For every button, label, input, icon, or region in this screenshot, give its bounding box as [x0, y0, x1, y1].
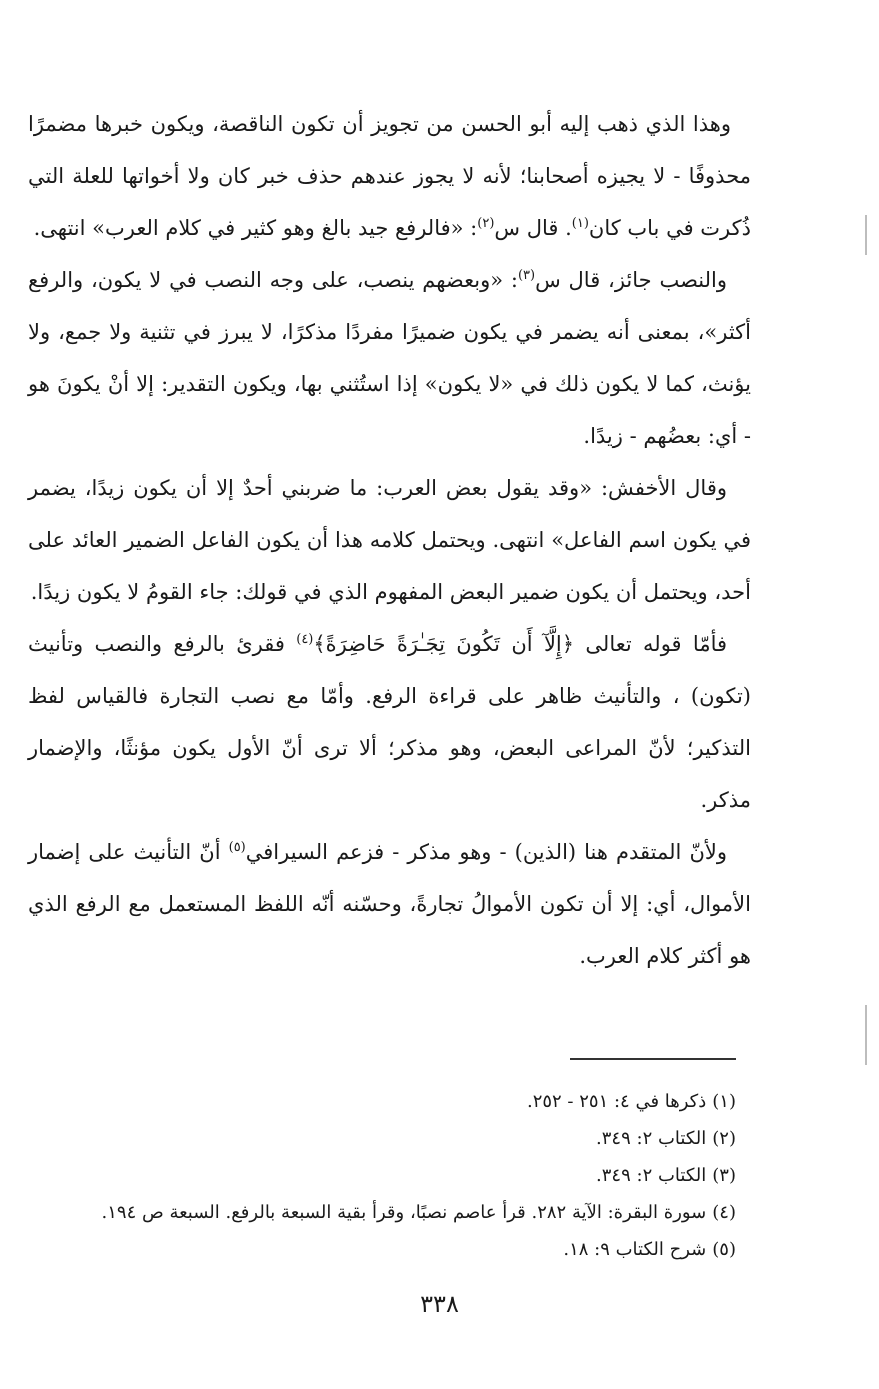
- footnote-divider: [570, 1058, 736, 1060]
- footnote-reference: (٤): [296, 632, 314, 647]
- footnote: [30, 1194, 736, 1231]
- paragraph-text: وهذا الذي ذهب إليه أبو الحسن من تجويز أن تكون الناقصة، ويكون خبرها مضمرًا محذوفًا - لا يجيزه أصحابنا؛ لأنه لا يجوز عندهم حذف خبر كان ولا أخواتها للعلة التي ذُكرت في باب كان: [28, 112, 751, 240]
- paragraph: [28, 98, 751, 254]
- scan-edge-mark: [865, 215, 867, 255]
- footnote-text: ذكرها في ٤: ٢٥١ - ٢٥٢.: [526, 1091, 707, 1112]
- footnote: [30, 1231, 736, 1268]
- main-text: [28, 98, 751, 982]
- footnote: [30, 1120, 736, 1157]
- paragraph-text: فقرئ بالرفع والنصب وتأنيث (تكون) ، والتأنيث ظاهر على قراءة الرفع. وأمّا مع نصب التجارة فالقياس لفظ التذكير؛ لأنّ المراعى البعض، وهو مذكر؛ ألا ترى أنّ الأول يكون مؤنثًا، والإضمار مذكر.: [28, 632, 751, 812]
- footnote-reference: (١): [571, 216, 589, 231]
- footnote-reference: (٣): [517, 268, 536, 283]
- scan-edge-mark: [865, 1005, 867, 1065]
- footnotes: [30, 1083, 736, 1268]
- footnote-number: (٥): [712, 1239, 736, 1260]
- footnote-number: (٢): [712, 1128, 736, 1149]
- paragraph-text: أنّ التأنيث على إضمار الأموال، أي: إلا أن تكون الأموالُ تجارةً، وحسّنه أنّه اللفظ المستعمل مع الرفع الذي هو أكثر كلام العرب.: [28, 840, 751, 968]
- footnote: [30, 1157, 736, 1194]
- footnote-text: الكتاب ٢: ٣٤٩.: [596, 1165, 707, 1186]
- paragraph-text: فأمّا قوله تعالى ﴿إِلَّآ أَن تَكُونَ تِجَـٰرَةً حَاضِرَةً﴾: [313, 632, 728, 656]
- paragraph-text: : «فالرفع جيد بالغ وهو كثير في كلام العرب» انتهى.: [33, 216, 478, 240]
- paragraph-text: . قال س: [494, 216, 572, 240]
- paragraph-text: وقال الأخفش: «وقد يقول بعض العرب: ما ضربني أحدٌ إلا أن يكون زيدًا، يضمر في يكون اسم الفاعل» انتهى. ويحتمل كلامه هذا أن يكون الفاعل الضمير العائد على أحد، ويحتمل أن يكون ضمير البعض المفهوم الذي في قولك: جاء القومُ لا يكون زيدًا.: [28, 476, 751, 604]
- paragraph-text: والنصب جائز، قال س: [535, 268, 727, 292]
- footnote-text: سورة البقرة: الآية ٢٨٢. قرأ عاصم نصبًا، وقرأ بقية السبعة بالرفع. السبعة ص ١٩٤.: [101, 1202, 707, 1223]
- page-number: ٣٣٨: [420, 1290, 459, 1318]
- footnote-number: (٤): [712, 1202, 736, 1223]
- footnote-number: (٣): [712, 1165, 736, 1186]
- paragraph: [28, 462, 751, 618]
- paragraph: [28, 826, 751, 982]
- footnote-reference: (٢): [477, 216, 495, 231]
- paragraph: [28, 254, 751, 462]
- paragraph: [28, 618, 751, 826]
- footnote-text: شرح الكتاب ٩: ١٨.: [563, 1239, 707, 1260]
- footnote-reference: (٥): [228, 840, 246, 855]
- footnote: [30, 1083, 736, 1120]
- paragraph-text: : «وبعضهم ينصب، على وجه النصب في لا يكون، والرفع أكثر»، بمعنى أنه يضمر في يكون ضميرًا مفردًا مذكرًا، لا يبرز في تثنية ولا جمع، ولا يؤنث، كما لا يكون ذلك في «لا يكون» إذا استُثني بها، ويكون التقدير: إلا أنْ يكونَ هو - أي: بعضُهم - زيدًا.: [28, 268, 751, 448]
- footnote-number: (١): [712, 1091, 736, 1112]
- footnote-text: الكتاب ٢: ٣٤٩.: [596, 1128, 707, 1149]
- paragraph-text: ولأنّ المتقدم هنا (الذين) - وهو مذكر - فزعم السيرافي: [245, 840, 727, 864]
